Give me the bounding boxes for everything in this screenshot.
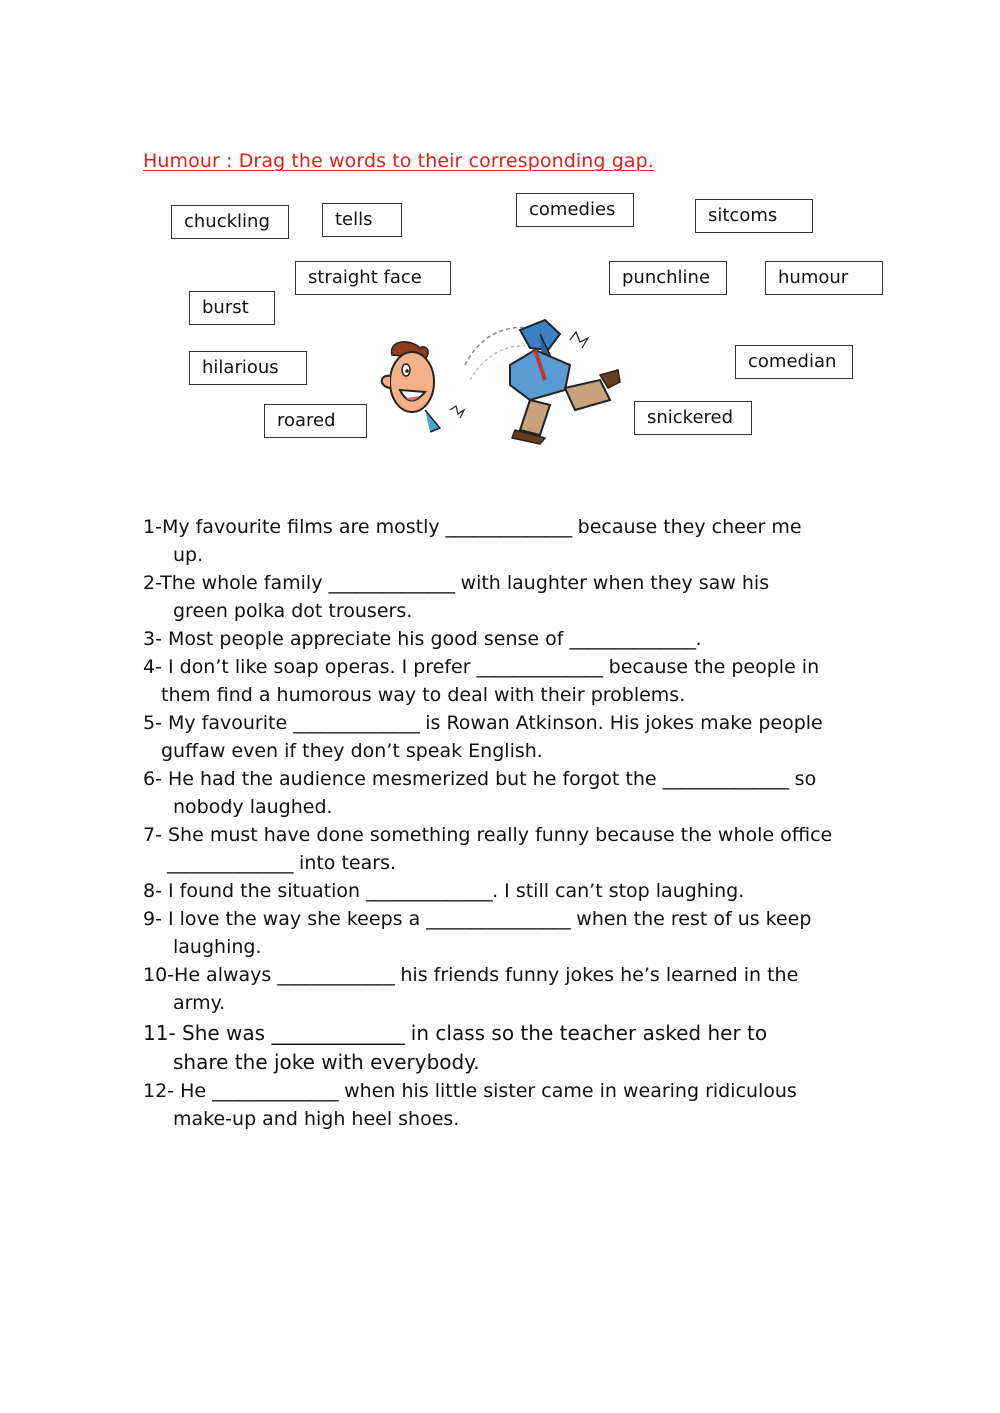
sentence-11-line-1 bbox=[143, 1021, 767, 1045]
sentence-text: 8- I found the situation bbox=[143, 880, 367, 902]
word-roared[interactable]: roared bbox=[264, 404, 367, 438]
gap-3[interactable]: ______________ bbox=[569, 628, 696, 650]
sentence-text: when his little sister came in wearing ridiculous bbox=[338, 1080, 797, 1102]
word-burst[interactable]: burst bbox=[189, 291, 275, 325]
sentence-text: 11- She was bbox=[143, 1021, 272, 1045]
sentence-text: because they cheer me bbox=[571, 516, 802, 538]
sentence-text: 2-The whole family bbox=[143, 572, 329, 594]
word-straight-face[interactable]: straight face bbox=[295, 261, 451, 295]
sentence-12-line-2: make-up and high heel shoes. bbox=[173, 1108, 460, 1130]
gap-8[interactable]: ______________ bbox=[366, 880, 493, 902]
sentence-11-line-2: share the joke with everybody. bbox=[173, 1050, 480, 1074]
sentence-10-line-2: army. bbox=[173, 992, 226, 1014]
sentence-12-line-1 bbox=[143, 1080, 797, 1102]
word-tells[interactable]: tells bbox=[322, 203, 402, 237]
sentence-text: . bbox=[695, 628, 702, 650]
sentence-7-line-2 bbox=[167, 852, 396, 874]
gap-1[interactable]: ______________ bbox=[445, 516, 572, 538]
sentence-text: 10-He always bbox=[143, 964, 278, 986]
kicked-man-icon bbox=[510, 320, 620, 444]
sentence-6-line-2: nobody laughed. bbox=[173, 796, 333, 818]
sentence-7-line-1: 7- She must have done something really funny because the whole office bbox=[143, 824, 833, 846]
word-hilarious[interactable]: hilarious bbox=[189, 351, 307, 385]
sentence-text: so bbox=[788, 768, 817, 790]
sentence-text: 12- He bbox=[143, 1080, 213, 1102]
exercise-title: Humour : Drag the words to their corresponding gap. bbox=[143, 150, 654, 172]
sentence-9-line-1 bbox=[143, 908, 811, 930]
sentence-text: is Rowan Atkinson. His jokes make people bbox=[419, 712, 823, 734]
sentence-3-line-1 bbox=[143, 628, 702, 650]
gap-2[interactable]: ______________ bbox=[328, 572, 455, 594]
sentence-5-line-2: guffaw even if they don’t speak English. bbox=[161, 740, 543, 762]
sentence-10-line-1 bbox=[143, 964, 798, 986]
sentence-4-line-2: them find a humorous way to deal with their problems. bbox=[161, 684, 686, 706]
sentence-text: 9- I love the way she keeps a bbox=[143, 908, 427, 930]
sentence-9-line-2: laughing. bbox=[173, 936, 262, 958]
laughing-man-icon bbox=[382, 342, 440, 432]
gap-6[interactable]: ______________ bbox=[662, 768, 789, 790]
sentence-text: because the people in bbox=[602, 656, 820, 678]
kicking-cartoon-illustration bbox=[370, 310, 630, 450]
word-chuckling[interactable]: chuckling bbox=[171, 205, 289, 239]
sentence-2-line-2: green polka dot trousers. bbox=[173, 600, 413, 622]
sentence-text: 3- Most people appreciate his good sense of bbox=[143, 628, 570, 650]
word-punchline[interactable]: punchline bbox=[609, 261, 727, 295]
sentence-text: . I still can’t stop laughing. bbox=[492, 880, 745, 902]
gap-5[interactable]: ______________ bbox=[293, 712, 420, 734]
sentence-text: in class so the teacher asked her to bbox=[404, 1021, 768, 1045]
gap-12[interactable]: ______________ bbox=[212, 1080, 339, 1102]
word-snickered[interactable]: snickered bbox=[634, 401, 752, 435]
word-humour[interactable]: humour bbox=[765, 261, 883, 295]
gap-9[interactable]: ________________ bbox=[426, 908, 571, 930]
sentence-text: 4- I don’t like soap operas. I prefer bbox=[143, 656, 477, 678]
sentence-text: 5- My favourite bbox=[143, 712, 294, 734]
gap-10[interactable]: _____________ bbox=[277, 964, 395, 986]
sentence-5-line-1 bbox=[143, 712, 823, 734]
sentence-text: when the rest of us keep bbox=[570, 908, 812, 930]
sentence-1-line-2: up. bbox=[173, 544, 204, 566]
sentence-text: 1-My favourite films are mostly bbox=[143, 516, 446, 538]
word-comedian[interactable]: comedian bbox=[735, 345, 853, 379]
word-comedies[interactable]: comedies bbox=[516, 193, 634, 227]
sentence-1-line-1 bbox=[143, 516, 802, 538]
sentence-4-line-1 bbox=[143, 656, 819, 678]
sentence-text: into tears. bbox=[293, 852, 397, 874]
sentence-6-line-1 bbox=[143, 768, 816, 790]
gap-7[interactable]: ______________ bbox=[167, 852, 293, 874]
sentence-8-line-1 bbox=[143, 880, 744, 902]
sentence-text: with laughter when they saw his bbox=[454, 572, 770, 594]
sentence-2-line-1 bbox=[143, 572, 769, 594]
gap-4[interactable]: ______________ bbox=[476, 656, 603, 678]
sentence-text: 6- He had the audience mesmerized but he forgot the bbox=[143, 768, 663, 790]
gap-11[interactable]: ______________ bbox=[271, 1021, 405, 1045]
sentence-text: his friends funny jokes he’s learned in the bbox=[394, 964, 799, 986]
word-sitcoms[interactable]: sitcoms bbox=[695, 199, 813, 233]
